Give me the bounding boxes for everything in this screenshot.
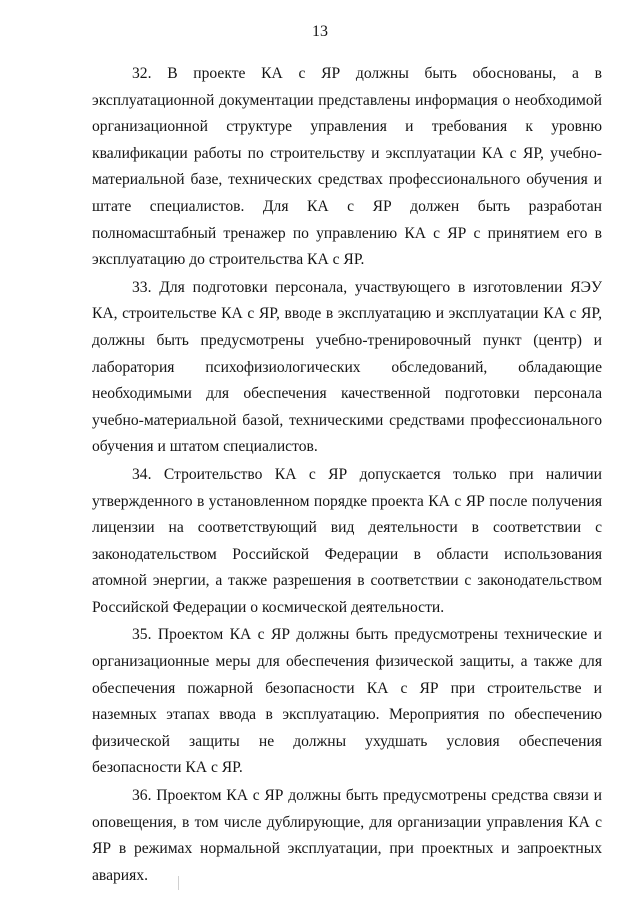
scan-artifact [178, 876, 179, 890]
paragraph-32: 32. В проекте КА с ЯР должны быть обоснованы, а в эксплуатационной документации представлены информация о необходимой организационной структуре управления и требования к уровню квалификации работы по строительству и эксплуатации КА с ЯР, учебно-материальной базе, технических средствах профессионального обучения и штате специалистов. Для КА с ЯР должен быть разработан полномасштабный тренажер по управлению КА с ЯР с принятием его в эксплуатацию до строительства КА с ЯР. [92, 65, 602, 269]
paragraph-36: 36. Проектом КА с ЯР должны быть предусмотрены средства связи и оповещения, в том числе дублирующие, для организации управления КА с ЯР в режимах нормальной эксплуатации, при проектных и запроектных авариях. [92, 787, 602, 884]
document-body [92, 61, 602, 890]
page-number: 13 [312, 23, 328, 40]
paragraph-35: 35. Проектом КА с ЯР должны быть предусмотрены технические и организационные меры для обеспечения физической защиты, а также для обеспечения пожарной безопасности КА с ЯР при строительстве и наземных этапах ввода в эксплуатацию. Мероприятия по обеспечению физической защиты не должны ухудшать условия обеспечения безопасности КА с ЯР. [92, 626, 602, 777]
paragraph-34: 34. Строительство КА с ЯР допускается только при наличии утвержденного в установленном порядке проекта КА с ЯР после получения лицензии на соответствующий вид деятельности в соответствии с законодательством Российской Федерации в области использования атомной энергии, а также разрешения в соответствии с законодательством Российской Федерации о космической деятельности. [92, 465, 602, 616]
paragraph-33: 33. Для подготовки персонала, участвующего в изготовлении ЯЭУ КА, строительстве КА с ЯР, вводе в эксплуатацию и эксплуатации КА с ЯР, должны быть предусмотрены учебно-тренировочный пункт (центр) и лаборатория психофизиологических обследований, обладающие необходимыми для обеспечения качественной подготовки персонала учебно-материальной базой, техническими средствами профессионального обучения и штатом специалистов. [92, 278, 602, 456]
